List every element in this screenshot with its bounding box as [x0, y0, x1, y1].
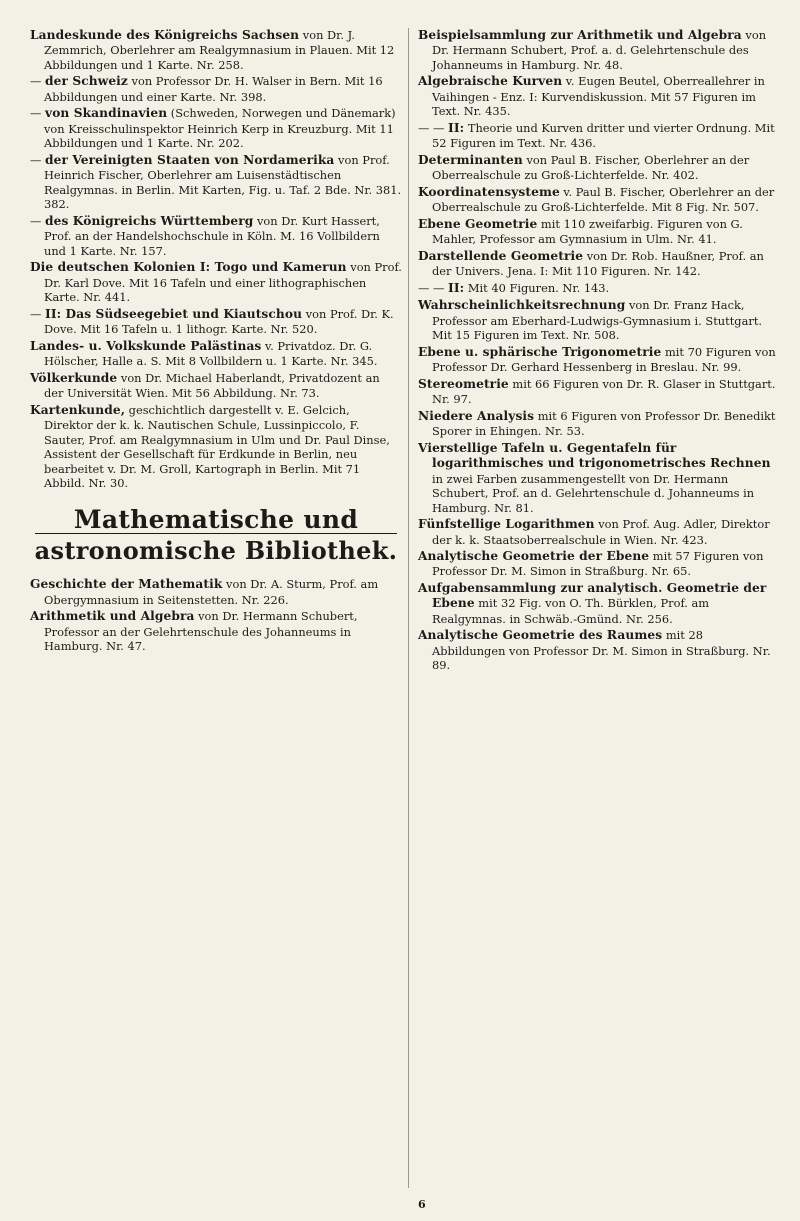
entry-title: Koordinatensysteme	[418, 184, 560, 199]
entry-title: Determinanten	[418, 152, 523, 167]
catalog-entry	[418, 581, 778, 626]
catalog-entry	[30, 74, 402, 104]
catalog-entry	[30, 214, 402, 258]
entry-title: Niedere Analysis	[418, 408, 535, 423]
entry-text: mit 70 Figuren von Professor Dr. Gerhard Hessenberg in Breslau. Nr. 99.	[432, 344, 776, 375]
entry-text: geschichtlich dargestellt v. E. Gelcich, Direktor der k. k. Nautischen Schule, Lussinpiccolo, F. Sauter, Prof. am Realgymnasium in Ulm und Dr. Paul Dinse, Assistent der Gesellschaft für Erdkunde in Berlin, neu bearbeitet v. Dr. M. Groll, Kartograph in Berlin. Mit 71 Abbild. Nr. 30.	[44, 402, 390, 491]
entry-title: Landes- u. Volkskunde Palästinas	[30, 338, 262, 353]
catalog-entry	[418, 409, 778, 439]
entry-title: Die deutschen Kolonien I: Togo und Kamerun	[30, 260, 347, 275]
entry-dash: —	[30, 306, 46, 321]
catalog-entry	[418, 628, 778, 672]
entry-dash: — —	[418, 120, 449, 135]
section-heading: Mathematische und	[73, 504, 359, 534]
entry-title: Beispielsammlung zur Arithmetik und Algebra	[418, 28, 742, 42]
entry-title: Fünfstellige Logarithmen	[418, 517, 595, 532]
catalog-entry	[418, 28, 778, 72]
entry-title: Völkerkunde	[30, 370, 118, 385]
entry-text: (Schweden, Norwegen und Dänemark) von Kreisschulinspektor Heinrich Kerp in Kreuzburg. Mit 11 Abbildungen und 1 Karte. Nr. 202.	[44, 106, 396, 151]
catalog-entry	[30, 577, 402, 607]
catalog-entry	[418, 298, 778, 342]
entry-text: Mit 40 Figuren. Nr. 143.	[464, 280, 610, 295]
left-column	[30, 28, 402, 656]
page-number: 6	[418, 1198, 426, 1211]
catalog-entry	[30, 106, 402, 150]
entry-title: II: Das Südseegebiet und Kiautschou	[45, 306, 303, 321]
entry-text: mit 110 zweifarbig. Figuren von G. Mahler, Professor am Gymnasium in Ulm. Nr. 41.	[432, 216, 743, 247]
catalog-entry	[30, 403, 402, 491]
section-subheading: astronomische Bibliothek.	[30, 537, 402, 566]
entry-text: von Dr. Rob. Haußner, Prof. an der Univers. Jena. I: Mit 110 Figuren. Nr. 142.	[432, 248, 764, 279]
catalog-entry	[418, 217, 778, 247]
entry-text: von Professor Dr. H. Walser in Bern. Mit 16 Abbildungen und einer Karte. Nr. 398.	[44, 74, 383, 104]
entry-title: der Schweiz	[45, 74, 128, 89]
catalog-entry	[418, 549, 778, 579]
catalog-entry	[418, 249, 778, 279]
entry-text: von Paul B. Fischer, Oberlehrer an der Oberrealschule zu Groß-Lichterfelde. Nr. 402.	[432, 152, 750, 183]
entry-text: mit 28 Abbildungen von Professor Dr. M. Simon in Straßburg. Nr. 89.	[432, 628, 771, 673]
catalog-entry	[30, 260, 402, 304]
entry-text: von Dr. Michael Haberlandt, Privatdozent an der Universität Wien. Mit 56 Abbildung. Nr. 73.	[44, 370, 380, 401]
entry-title: des Königreichs Württemberg	[45, 213, 254, 228]
entry-text: von Dr. Hermann Schubert, Professor an der Gelehrtenschule des Johanneums in Hamburg. Nr. 47.	[44, 609, 358, 654]
catalog-entry	[418, 153, 778, 183]
entry-text: mit 32 Fig. von O. Th. Bürklen, Prof. am Realgymnas. in Schwäb.-Gmünd. Nr. 256.	[432, 596, 710, 626]
entry-title: Analytische Geometrie des Raumes	[418, 628, 663, 643]
entry-text: in zwei Farben zusammengestellt von Dr. Hermann Schubert, Prof. an d. Gelehrtenschule d. Johanneums in Hamburg. Nr. 81.	[432, 471, 755, 515]
entry-text: von Dr. J. Zemmrich, Oberlehrer am Realgymnasium in Plauen. Mit 12 Abbildungen und 1 Karte. Nr. 258.	[44, 28, 395, 72]
entry-dash: — —	[418, 280, 449, 295]
entry-text: von Dr. Kurt Hassert, Prof. an der Handelshochschule in Köln. M. 16 Vollbildern und 1 Karte. Nr. 157.	[44, 213, 380, 258]
catalog-entry	[30, 371, 402, 401]
left-entry-list-after	[30, 577, 402, 653]
catalog-entry	[418, 121, 778, 151]
catalog-entry	[418, 377, 778, 407]
entry-text: v. Eugen Beutel, Oberreallehrer in Vaihingen - Enz. I: Kurvendiskussion. Mit 57 Figuren im Text. Nr. 435.	[432, 74, 765, 119]
entry-title: Arithmetik und Algebra	[30, 609, 195, 624]
entry-title: II:	[448, 120, 465, 135]
entry-title: Geschichte der Mathematik	[30, 577, 223, 592]
entry-dash: —	[30, 213, 46, 228]
entry-text: von Dr. A. Sturm, Prof. am Obergymnasium in Seitenstetten. Nr. 226.	[44, 577, 379, 607]
entry-text: von Dr. Franz Hack, Professor am Eberhard-Ludwigs-Gymnasium i. Stuttgart. Mit 15 Figuren im Text. Nr. 508.	[432, 298, 763, 343]
catalog-entry	[30, 153, 402, 212]
catalog-entry	[418, 74, 778, 118]
catalog-entry	[30, 28, 402, 72]
catalog-entry	[418, 185, 778, 215]
left-entry-list	[30, 28, 402, 491]
entry-title: Stereometrie	[418, 376, 509, 391]
catalog-entry	[30, 339, 402, 369]
entry-title: Vierstellige Tafeln u. Gegentafeln für logarithmisches und trigonometrisches Rechnen	[418, 440, 771, 471]
catalog-entry	[418, 441, 778, 515]
entry-text: v. Privatdoz. Dr. G. Hölscher, Halle a. S. Mit 8 Vollbildern u. 1 Karte. Nr. 345.	[44, 338, 378, 369]
entry-text: von Dr. Hermann Schubert, Prof. a. d. Gelehrtenschule des Johanneums in Hamburg. Nr. 48.	[432, 28, 767, 72]
column-divider	[408, 28, 409, 1188]
entry-dash: —	[30, 152, 46, 167]
entry-title: von Skandinavien	[45, 106, 168, 121]
entry-title: Ebene u. sphärische Trigonometrie	[418, 344, 662, 359]
catalog-entry	[30, 609, 402, 653]
entry-text: mit 66 Figuren von Dr. R. Glaser in Stuttgart. Nr. 97.	[432, 376, 776, 407]
entry-text: von Prof. Aug. Adler, Direktor der k. k. Staatsoberrealschule in Wien. Nr. 423.	[432, 517, 770, 547]
entry-title: Darstellende Geometrie	[418, 248, 584, 263]
entry-title: Ebene Geometrie	[418, 216, 538, 231]
right-column	[418, 28, 778, 675]
entry-text: v. Paul B. Fischer, Oberlehrer an der Oberrealschule zu Groß-Lichterfelde. Mit 8 Fig. Nr. 507.	[432, 184, 775, 215]
entry-text: Theorie und Kurven dritter und vierter Ordnung. Mit 52 Figuren im Text. Nr. 436.	[432, 120, 775, 151]
entry-title: Wahrscheinlichkeitsrechnung	[418, 298, 626, 313]
catalog-entry	[30, 307, 402, 337]
catalog-entry	[418, 281, 778, 296]
entry-text: von Prof. Heinrich Fischer, Oberlehrer am Luisenstädtischen Realgymnas. in Berlin. Mit Karten, Fig. u. Taf. 2 Bde. Nr. 381. 382.	[44, 152, 402, 212]
entry-title: II:	[448, 280, 465, 295]
entry-text: mit 57 Figuren von Professor Dr. M. Simon in Straßburg. Nr. 65.	[432, 548, 764, 579]
entry-title: Aufgabensammlung zur analytisch. Geometrie der Ebene	[418, 580, 767, 611]
right-entry-list	[418, 28, 778, 673]
entry-text: von Prof. Dr. K. Dove. Mit 16 Tafeln u. 1 lithogr. Karte. Nr. 520.	[44, 306, 394, 337]
entry-title: Algebraische Kurven	[418, 74, 563, 89]
entry-title: der Vereinigten Staaten von Nordamerika	[45, 152, 335, 167]
entry-dash: —	[30, 74, 46, 89]
entry-dash: —	[30, 106, 46, 121]
entry-title: Kartenkunde,	[30, 402, 126, 417]
catalog-entry	[418, 345, 778, 375]
entry-title: Analytische Geometrie der Ebene	[418, 548, 650, 563]
entry-title: Landeskunde des Königreichs Sachsen	[30, 28, 300, 42]
catalog-entry	[418, 517, 778, 547]
entry-text: mit 6 Figuren von Professor Dr. Benedikt Sporer in Ehingen. Nr. 53.	[432, 408, 776, 439]
entry-text: von Prof. Dr. Karl Dove. Mit 16 Tafeln und einer lithographischen Karte. Nr. 441.	[44, 260, 402, 305]
